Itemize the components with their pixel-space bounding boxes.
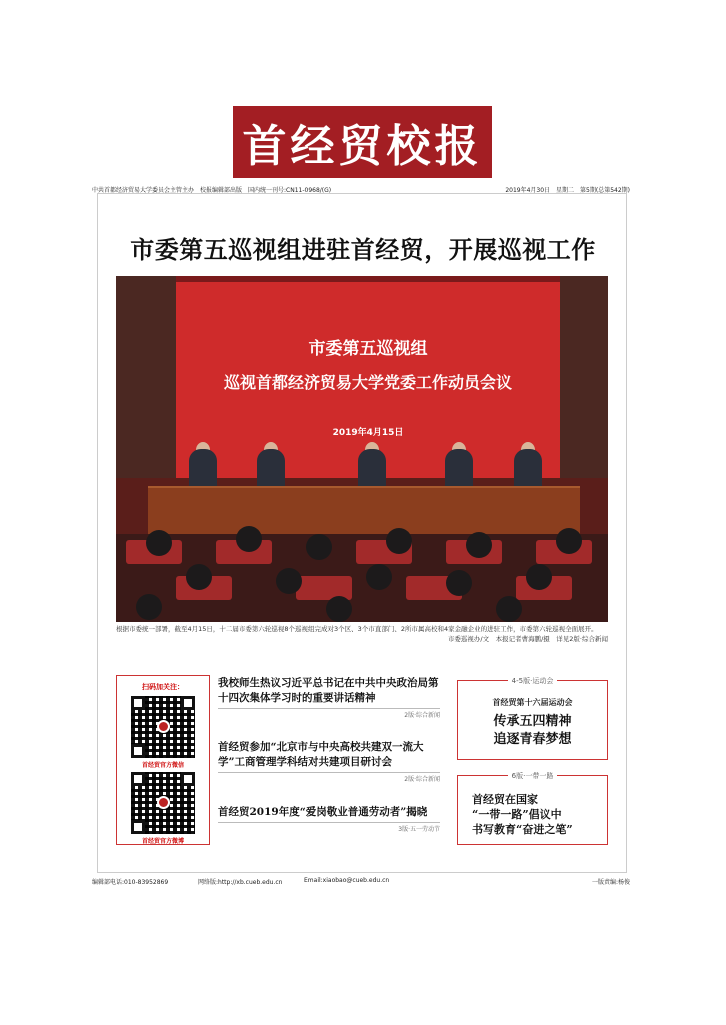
audience-head	[496, 596, 522, 622]
promo-line-2: 追逐青春梦想	[493, 732, 572, 747]
footer-editor: 一版责编:杨俊	[591, 879, 630, 886]
qr-finder	[131, 820, 145, 834]
lead-photo	[116, 276, 608, 622]
page-headline: 市委第五巡视组进驻首经贸，开展巡视工作	[130, 235, 596, 264]
audience-head	[276, 568, 302, 594]
qr-finder	[131, 696, 145, 710]
story-item[interactable]	[218, 676, 440, 719]
qr-panel	[116, 675, 210, 845]
issue-date: 2019年4月30日 星期二 第5期(总第542期)	[505, 187, 630, 194]
audience-head	[366, 564, 392, 590]
qr-title: 扫码加关注：	[142, 683, 184, 691]
promo-box-sports[interactable]	[457, 677, 608, 760]
wechat-label: 首经贸官方微信	[141, 762, 184, 769]
story-headline: 我校师生热议习近平总书记在中共中央政治局第十四次集体学习时的重要讲话精神	[218, 677, 439, 704]
screen-date: 2019年4月15日	[332, 428, 404, 438]
audience-head	[386, 528, 412, 554]
story-item[interactable]	[218, 805, 440, 833]
wechat-qr-code	[131, 696, 195, 758]
footer-email[interactable]: Email:xiaobao@cueb.edu.cn	[304, 877, 390, 884]
promo-tag: 4-5版·运动会	[458, 676, 607, 686]
masthead-logo	[233, 106, 492, 178]
screen-line-1: 市委第五巡视组	[308, 339, 428, 359]
promo-line-1: 首经贸在国家	[472, 793, 538, 806]
audience-head	[236, 526, 262, 552]
audience-head	[326, 596, 352, 622]
story-page-ref: 3版·五一劳动节	[218, 822, 440, 833]
promo-box-belt-road[interactable]	[457, 772, 608, 845]
qr-finder	[181, 772, 195, 786]
audience-head	[146, 530, 172, 556]
publisher-info: 中共首都经济贸易大学委员会主管主办 校报编辑部出版 国内统一刊号:CN11-0968/(G)	[92, 187, 332, 194]
audience-head	[466, 532, 492, 558]
qr-finder	[131, 744, 145, 758]
footer-bar	[92, 877, 630, 887]
weibo-label: 首经贸官方微博	[141, 838, 184, 845]
presenter	[358, 449, 386, 489]
school-logo-icon	[157, 720, 170, 733]
promo-line-2: “一带一路”倡议中	[472, 808, 562, 821]
promo-line-1: 传承五四精神	[493, 714, 572, 729]
story-item[interactable]	[218, 740, 440, 783]
masthead-title: 首经贸校报	[242, 121, 483, 172]
promo-tag: 6版·一带一路	[458, 771, 607, 781]
caption-credit: 市委巡视办/文 本报记者曹海鹏/摄 详见2版·综合新闻	[447, 635, 608, 643]
presenter	[189, 449, 217, 489]
audience-area	[116, 534, 608, 622]
school-logo-icon	[157, 796, 170, 809]
promo-subtitle: 首经贸第十六届运动会	[492, 698, 573, 707]
promo-line-3: 书写教育“奋进之笔”	[472, 823, 573, 836]
photo-caption	[116, 624, 608, 643]
audience-head	[556, 528, 582, 554]
qr-finder	[131, 772, 145, 786]
screen-line-2: 巡视首都经济贸易大学党委工作动员会议	[223, 373, 512, 392]
story-headline: 首经贸参加“北京市与中央高校共建双一流大学”工商管理学科结对共建项目研讨会	[218, 741, 424, 768]
presenter	[257, 449, 285, 489]
story-page-ref: 2版·综合新闻	[218, 772, 440, 783]
audience-head	[446, 570, 472, 596]
audience-head	[186, 564, 212, 590]
story-headline: 首经贸2019年度“爱岗敬业普通劳动者”揭晓	[218, 806, 428, 818]
audience-head	[136, 594, 162, 620]
audience-head	[306, 534, 332, 560]
story-page-ref: 2版·综合新闻	[218, 708, 440, 719]
presenter	[514, 449, 542, 489]
footer-phone: 编辑部电话:010-83952869	[92, 879, 169, 886]
weibo-qr-code	[131, 772, 195, 834]
presenter	[445, 449, 473, 489]
audience-head	[526, 564, 552, 590]
qr-finder	[181, 696, 195, 710]
caption-text: 根据市委统一部署，截至4月15日，十二届市委第六轮巡视8个巡视组完成对3个区、3个市直部门、2所市属高校和4家金融企业的进驻工作，市委第六轮巡视全面展开。	[116, 625, 598, 633]
footer-website[interactable]: 网络版:http://xb.cueb.edu.cn	[198, 879, 283, 886]
